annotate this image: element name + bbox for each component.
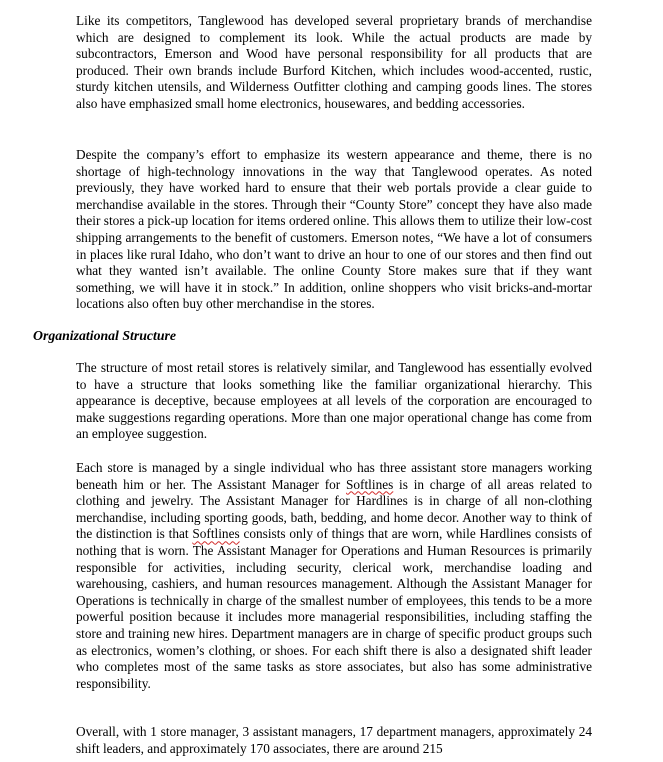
paragraph-store-management	[76, 460, 592, 692]
paragraph-technology-innovations: Despite the company’s effort to emphasize its western appearance and theme, there is no shortage of high-technology innovations in the way that Tanglewood operates. As noted previously, they have worked hard to ensure that their web portals provide a clear guide to merchandise available in the stores. Through their “County Store” concept they have also made their stores a pick-up location for items ordered online. This allows them to utilize their low-cost shipping arrangements to the benefit of customers. Emerson notes, “We have a lot of consumers in places like rural Idaho, who don’t want to drive an hour to one of our stores and then find out what they wanted isn’t available. The online County Store makes sure that if they want something, we will have it in stock.” In addition, online shoppers who visit bricks-and-mortar locations also often buy other merchandise in the stores.	[76, 147, 592, 312]
section-heading-organizational-structure: Organizational Structure	[33, 328, 176, 343]
paragraph-structure-overview: The structure of most retail stores is relatively similar, and Tanglewood has essentially evolved to have a structure that looks something like the familiar organizational hierarchy. This appearance is deceptive, because employees at all levels of the corporation are encouraged to make suggestions regarding operations. More than one major operational change has come from an employee suggestion.	[76, 360, 592, 442]
spellcheck-flagged-word[interactable]: Softlines	[346, 476, 394, 492]
paragraph-text-segment: Each store is managed by a single individual who has three assistant store managers working beneath him or her. The Assistant Manager for	[76, 460, 592, 492]
paragraph-staff-totals: Overall, with 1 store manager, 3 assistant managers, 17 department managers, approximately 24 shift leaders, and approximately 170 associates, there are around 215	[76, 724, 592, 756]
paragraph-proprietary-brands: Like its competitors, Tanglewood has developed several proprietary brands of merchandise which are designed to complement its look. While the actual products are made by subcontractors, Emerson and Wood have personal responsibility for all products that are produced. Their own brands include Burford Kitchen, which includes wood-accented, rustic, sturdy kitchen utensils, and Wilderness Outfitter clothing and camping goods lines. The stores also have emphasized small home electronics, housewares, and bedding accessories.	[76, 13, 592, 111]
paragraph-text-segment: consists only of things that are worn, while Hardlines consists of nothing that is worn. The Assistant Manager for Operations and Human Resources is primarily responsible for activities, including security, clerical work, merchandise loading and warehousing, cashiers, and human resources management. Although the Assistant Manager for Operations is technically in charge of the smallest number of employees, this tends to be a more powerful position because it includes more managerial responsibilities, including staffing the store and training new hires. Department managers are in charge of specific product groups such as electronics, women’s clothing, or shoes. For each shift there is also a designated shift leader who completes most of the same tasks as store associates, but also has some administrative responsibility.	[76, 526, 592, 691]
spellcheck-flagged-word[interactable]: Softlines	[192, 526, 240, 542]
paragraph-text-segment: is in charge of all areas related to clothing and jewelry. The Assistant Manager for Hardlines is in charge of all non-clothing merchandise, including sporting goods, bath, bedding, and home decor. Another way to think of the distinction is that	[76, 476, 592, 542]
